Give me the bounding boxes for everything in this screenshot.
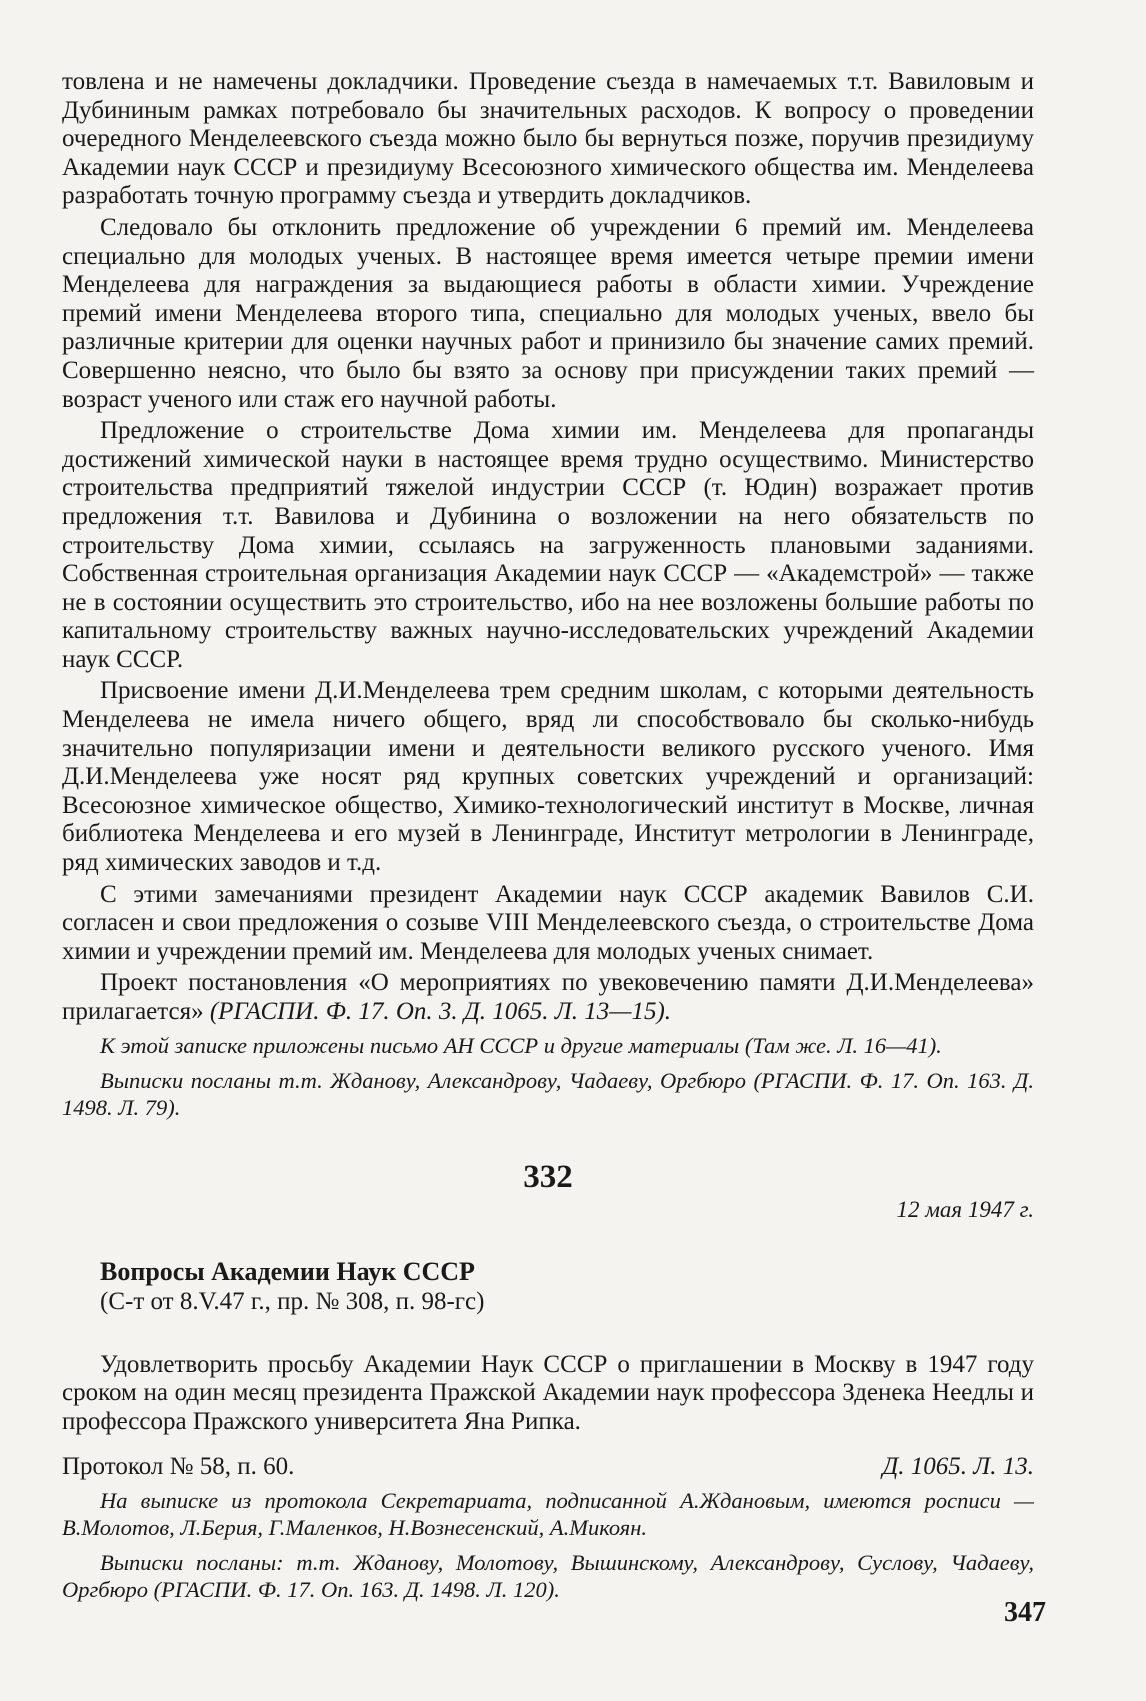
paragraph-continuation: товлена и не намечены докладчики. Проведение съезда в намечаемых т.т. Вавиловым и Дубининым рамках потребовало бы значительных расходов. К вопросу о проведении очередного Менделеевского съезда можно было бы вернуться позже, поручив президиуму Академии наук СССР и президиуму Всесоюзного химического общества им. Менделеева разработать точную программу съезда и утвердить докладчиков. — [62, 68, 1034, 210]
decision-text: Удовлетворить просьбу Академии Наук СССР о приглашении в Москву в 1947 году сроком на один месяц президента Пражской Академии наук профессора Зденека Неедлы и профессора Пражского университета Яна Рипка. — [62, 1350, 1034, 1435]
protocol-reference: Д. 1065. Л. 13. — [882, 1453, 1034, 1481]
decision-block — [62, 1351, 1034, 1437]
document-date: 12 мая 1947 г. — [896, 1196, 1034, 1222]
paragraph-schools: Присвоение имени Д.И.Менделеева трем средним школам, с которыми деятельность Менделеева не имела ничего общего, вряд ли способствовало бы сколько-нибудь значительно популяризации имени и деятельности великого русского ученого. Имя Д.И.Менделеева уже носят ряд крупных советских учреждений и организаций: Всесоюзное химическое общество, Химико-технологический институт в Москве, личная библиотека Менделеева и его музей в Ленинграде, Институт метрологии в Ленинграде, ряд химических заводов и т.д. — [62, 677, 1034, 877]
paragraph-prizes: Следовало бы отклонить предложение об учреждении 6 премий им. Менделеева специально для молодых ученых. В настоящее время имеется четыре премии имени Менделеева для награждения за выдающиеся работы в области химии. Учреждение премий имени Менделеева второго типа, специально для молодых ученых, ввело бы различные критерии для оценки научных работ и принизило бы значение самих премий. Совершенно неясно, что было бы взято за основу при присуждении таких премий — возраст ученого или стаж его научной работы. — [62, 213, 1034, 413]
paragraph-draft-resolution — [62, 969, 1034, 1026]
note-recipients: Выписки посланы: т.т. Жданову, Молотову, Вышинскому, Александрову, Суслову, Чадаеву, Оргбюро (РГАСПИ. Ф. 17. Оп. 163. Д. 1498. Л. 120). — [62, 1550, 1034, 1603]
document-number: 332 — [523, 1158, 573, 1195]
protocol-line — [62, 1452, 1034, 1482]
paragraph-vavilov-agreement: С этими замечаниями президент Академии наук СССР академик Вавилов С.И. согласен и свои предложения о созыве VIII Менделеевского съезда, о строительстве Дома химии и учреждении премий им. Менделеева для молодых ученых снимает. — [62, 880, 1034, 965]
document-title: Вопросы Академии Наук СССР — [100, 1256, 475, 1286]
protocol-number: Протокол № 58, п. 60. — [62, 1453, 295, 1481]
page-number: 347 — [1004, 1597, 1046, 1628]
main-text — [62, 68, 1034, 1027]
archive-reference: (РГАСПИ. Ф. 17. Оп. 3. Д. 1065. Л. 13—15). — [203, 998, 672, 1025]
document-subtitle: (С-т от 8.V.47 г., пр. № 308, п. 98-гс) — [100, 1287, 485, 1315]
note-signatures: На выписке из протокола Секретариата, подписанной А.Ждановым, имеются росписи — В.Молотов, Л.Берия, Г.Маленков, Н.Вознесенский, А.Микоян. — [62, 1488, 1034, 1541]
draft-resolution-text: Проект постановления «О мероприятиях по увековечению памяти Д.И.Менделеева» прилагается» — [62, 969, 1034, 1025]
note-excerpts-sent: Выписки посланы т.т. Жданову, Александрову, Чадаеву, Оргбюро (РГАСПИ. Ф. 17. Оп. 163. Д. 1498. Л. 79). — [62, 1067, 1034, 1120]
paragraph-house-of-chemistry: Предложение о строительстве Дома химии им. Менделеева для пропаганды достижений химической науки в настоящее время трудно осуществимо. Министерство строительства предприятий тяжелой индустрии СССР (т. Юдин) возражает против предложения т.т. Вавилова и Дубинина о возложении на него обязательств по строительству Дома химии, ссылаясь на загруженность плановыми заданиями. Собственная строительная организация Академии наук СССР — «Академстрой» — также не в состоянии осуществить это строительство, ибо на нее возложены большие работы по капитальному строительству важных научно-исследовательских учреждений Академии наук СССР. — [62, 417, 1034, 673]
note-attachment: К этой записке приложены письмо АН СССР и другие материалы (Там же. Л. 16—41). — [100, 1032, 942, 1058]
